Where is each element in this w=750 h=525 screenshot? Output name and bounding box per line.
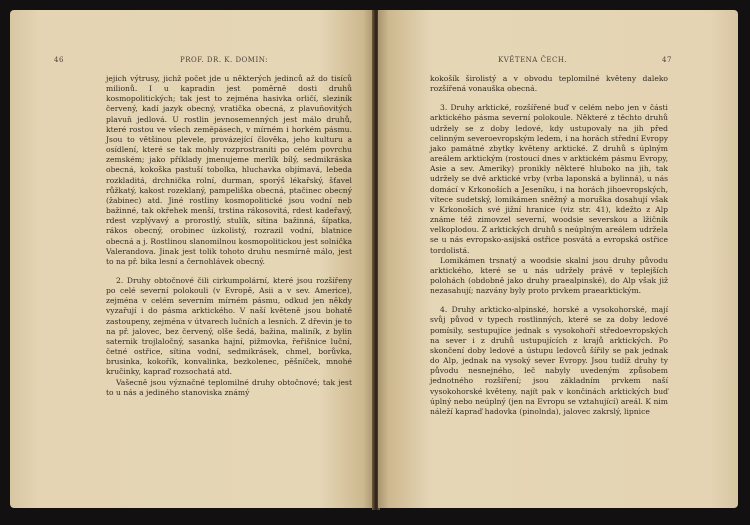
right-page [378,10,738,508]
paragraph: jejich výtrusy, jichž počet jde u některých jedinců až do tisíců milionů. I u kapradin jest poměrně dosti druhů kosmopolitických; tak jest to zejména hasivka orličí, sleziník červený, kadí jazyk obecný, vratička obecná, z plavuňovitých plavuň jedlová. U rostlin jevnosemenných jest málo druhů, které rostou ve všech zeměpásech, v mírném i horkém pásmu. Jsou to většinou plevele, provázející člověka, jeho kulturu a osídlení, které se tak mohly rozprostraniti po celém povrchu zemském; jako příklady jmenujeme merlík bílý, sedmikráska obecná, kokoška pastuší tobolka, hluchavka objímavá, lebeda rozkladitá, drchnička rolní, durman, sporýš lékařský, šťavel růžkatý, kakost rozeklaný, pampeliška obecná, ptačinec obecný (žabinec) atd. Jiné rostliny kosmopolitické jsou vodní neb bažinné, tak okřehek menší, trstina rákosovitá, rdest kadeřavý, rdest vzplývavý a prorostlý, stulík, sítina bažinná, šípatka, rákos obecný, orobinec úzkolistý, rozrazil vodní, blatnice obecná a j. Rostlinou slanomilnou kosmopolitickou jest solnička Valerandova. Jinak jest tolik tohoto druhu nesmírně málo, jest to na př. bika lesní a černohlávek obecný. [106,74,352,266]
right-page-text [430,74,668,417]
paragraph: Lomikámen trsnatý a woodsie skalní jsou druhy původu arktického, které se u nás udržely právě v teplejších polohách (obdobně jako druhy praealpinské), do Alp však již nezasahují; nazvány byly proto prvkem praearktickým. [430,255,668,296]
paragraph: Vašecně jsou význačné teplomilné druhy obtočnové; tak jest to u nás a jediného stanoviska známý [106,377,352,397]
running-head: PROF. DR. K. DOMIN: [180,56,268,64]
left-page [10,10,374,508]
left-page-text [106,74,352,398]
open-book [10,10,742,515]
paragraph: kokošík širolistý a v obvodu teplomilné květeny daleko rozšířená vonauška obecná. [430,74,668,94]
page-number: 46 [54,56,64,64]
page-number: 47 [662,56,672,64]
paragraph-section-2: 2. Druhy obtočnové čili cirkumpolární, které jsou rozšířeny po celé severní polokouli (v Evropě, Asii a v sev. Americe), zejména v celém severním mírném pásmu, odkud jen někdy vyzařují i do pásma arktického. V naší květeně jsou bohatě zastoupeny, zejména v útvarech lučních a lesních. Z dřevin je to na př. jalovec, bez červený, olše šedá, bažina, maliník, z bylin saternik trojlaločný, sasanka hajní, pižmovka, řeřišnice luční, četné ostřice, sítina vodní, sedmikrásek, chmel, borůvka, brusinka, kokořík, konvalinka, bezkolenec, pěšníček, mnohé kručinky, kapraď rozsochatá atd. [106,275,352,377]
running-head: KVĚTENA ČECH. [498,56,568,64]
paragraph-section-3: 3. Druhy arktické, rozšířené buď v celém nebo jen v části arktického pásma severní polokoule. Některé z těchto druhů udržely se z doby ledové, kdy ustupovaly na jih před celinným severoevropským ledem, i na horách střední Evropy jako památné zbytky květeny arktické. Z druhů s úplným areálem arktickým (rostoucí dnes v arktickém pásmu Evropy, Asie a sev. Ameriky) pronikly některé hluboko na jih, tak udržely se dvě arktické vrby (vrba laponská a bylinná), u nás domácí v Krkonoších a Jeseníku, i na horách jihoevropských, vítece sudetský, lomikámen sněžný a moruška dosahují však v Krkonoších své jižní hranice (viz str. 41), kdežto z Alp známe též zimovzel severní, woodsie severskou a lžičník velkoplodou. Z arktických druhů s neúplným areálem udržela se u nás evropsko-asijská ostřice posvátá a evropská ostřice tordolistá. [430,103,668,255]
paragraph-section-4: 4. Druhy arkticko-alpinské, horské a vysokohorské, mají svůj původ v typech rostlinných, které se za doby ledové pomísily, sestupujíce jednak s vysokohoří středoevropských na sever i z druhů ustupujících z krajů arktických. Po skončení doby ledové a ústupu ledovců šířily se pak jednak do Alp, jednak na vysoký sever Evropy. Jsou tudíž druhy ty původu nesnejného, leč nabyly uvedeným způsobem jednotného rozšíření; jsou základním prvkem naší vysokohorské květeny, najít pak v končinách arktických buď úplný nebo neúplný (jen na Evropu se vztahující) areál. K nim náleží kapraď hadovka (pinolnda), jalovec zakrslý, lipnice [430,305,668,416]
